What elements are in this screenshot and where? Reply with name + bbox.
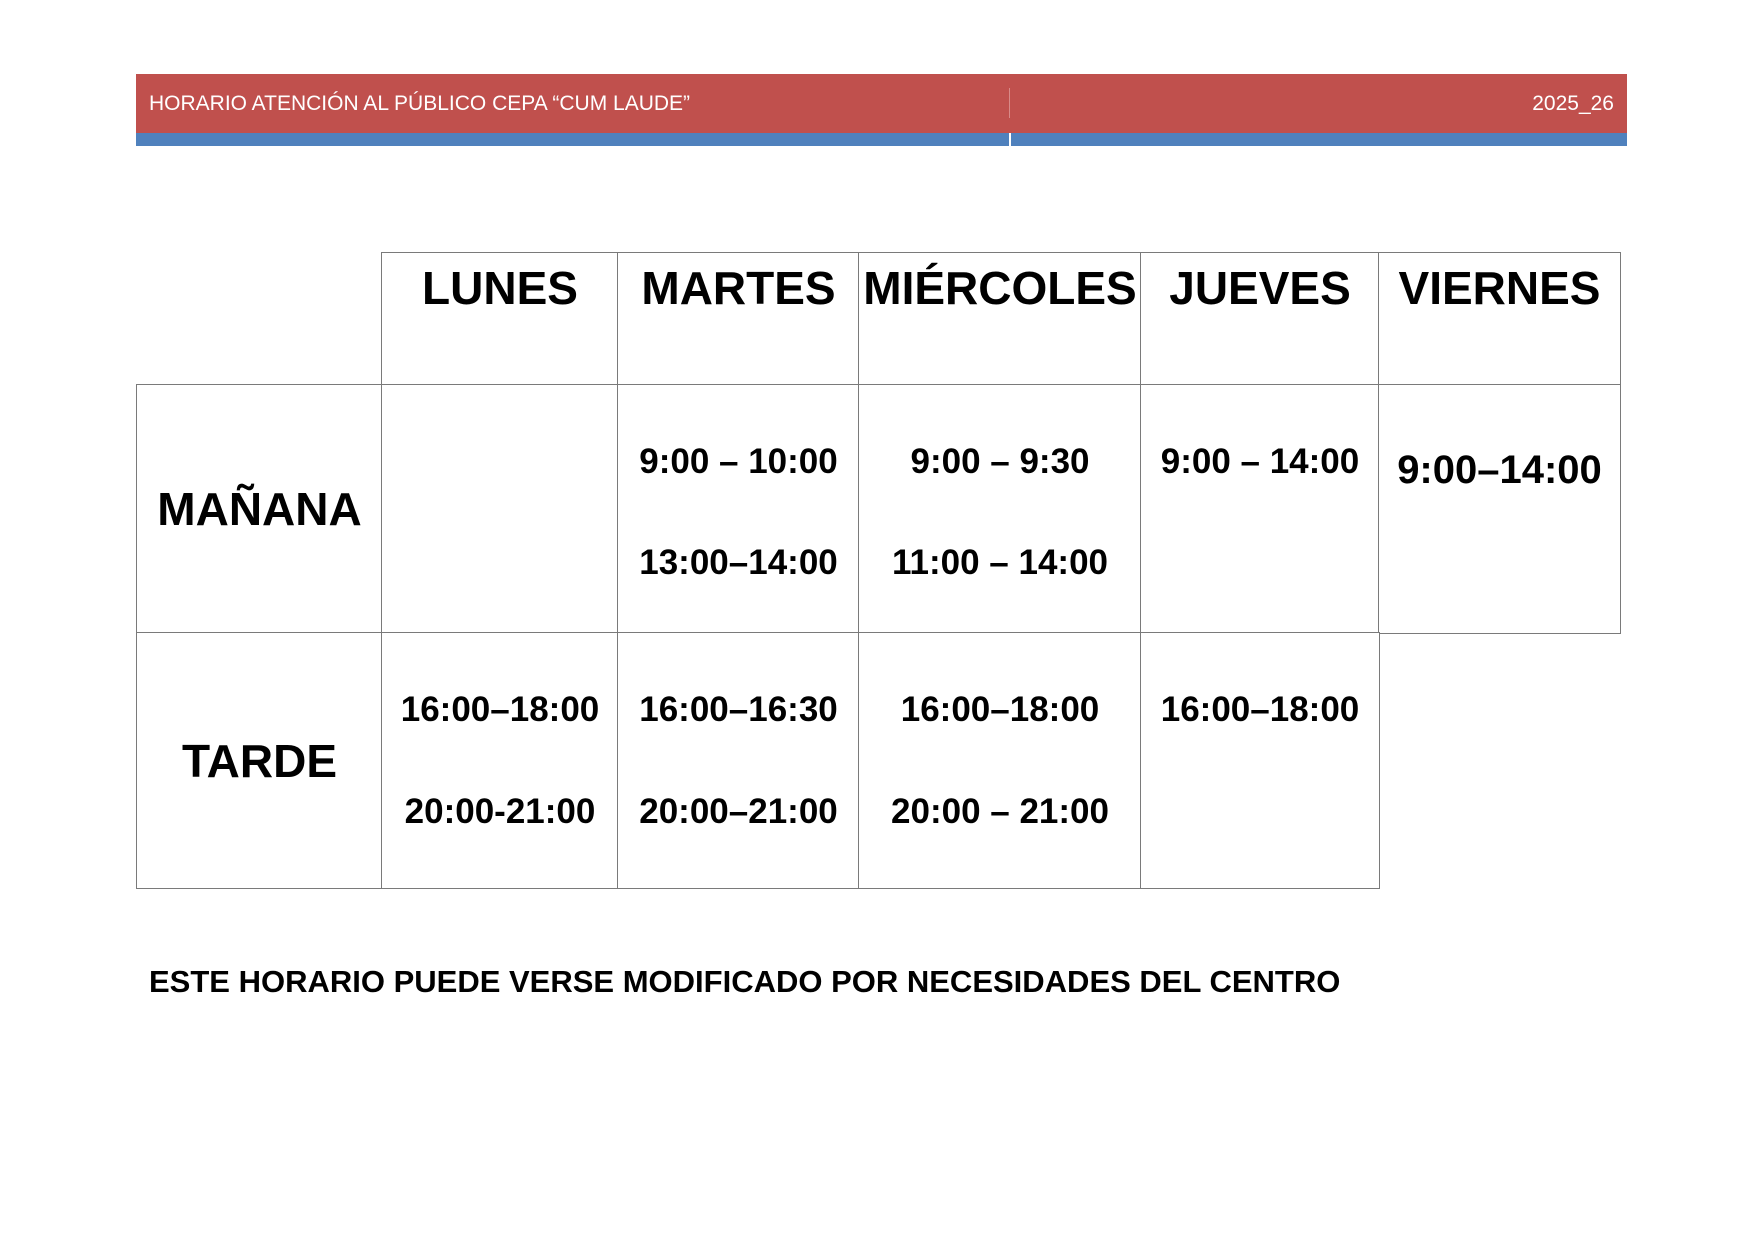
time-slot: 13:00–14:00 — [639, 543, 838, 582]
time-slot: 16:00–18:00 — [900, 690, 1100, 729]
time-slot: 20:00 – 21:00 — [891, 792, 1109, 831]
time-slot: 16:00–18:00 — [1160, 690, 1360, 729]
day-header-tuesday: MARTES — [617, 252, 860, 386]
time-slot: 11:00 – 14:00 — [891, 543, 1108, 582]
time-slot: 9:00 – 14:00 — [1160, 442, 1360, 481]
time-slot: 16:00–16:30 — [639, 690, 838, 729]
time-slot: 9:00–14:00 — [1397, 448, 1602, 492]
day-header-friday: VIERNES — [1378, 252, 1621, 386]
afternoon-tuesday-cell — [617, 632, 860, 889]
time-slot: 20:00-21:00 — [404, 792, 596, 831]
day-header-wednesday: MIÉRCOLES — [858, 252, 1142, 386]
morning-monday-cell — [381, 384, 619, 634]
morning-thursday-cell — [1140, 384, 1380, 634]
header-title: HORARIO ATENCIÓN AL PÚBLICO CEPA “CUM LAUDE” — [149, 92, 691, 115]
afternoon-monday-cell — [381, 632, 619, 889]
time-slot: 20:00–21:00 — [639, 792, 838, 831]
time-slot: 9:00 – 10:00 — [639, 442, 838, 481]
afternoon-wednesday-cell — [858, 632, 1142, 889]
morning-friday-cell — [1378, 384, 1621, 634]
time-slot: 9:00 – 9:30 — [910, 442, 1090, 481]
time-slot: 16:00–18:00 — [400, 690, 600, 729]
schedule-note: ESTE HORARIO PUEDE VERSE MODIFICADO POR NECESIDADES DEL CENTRO — [149, 964, 1341, 999]
period-label-afternoon: TARDE — [136, 632, 383, 889]
morning-wednesday-cell — [858, 384, 1142, 634]
header-year: 2025_26 — [1532, 92, 1614, 115]
afternoon-thursday-cell — [1140, 632, 1380, 889]
morning-tuesday-cell — [617, 384, 860, 634]
day-header-thursday: JUEVES — [1140, 252, 1380, 386]
day-header-monday: LUNES — [381, 252, 619, 386]
period-label-morning: MAÑANA — [136, 384, 383, 634]
